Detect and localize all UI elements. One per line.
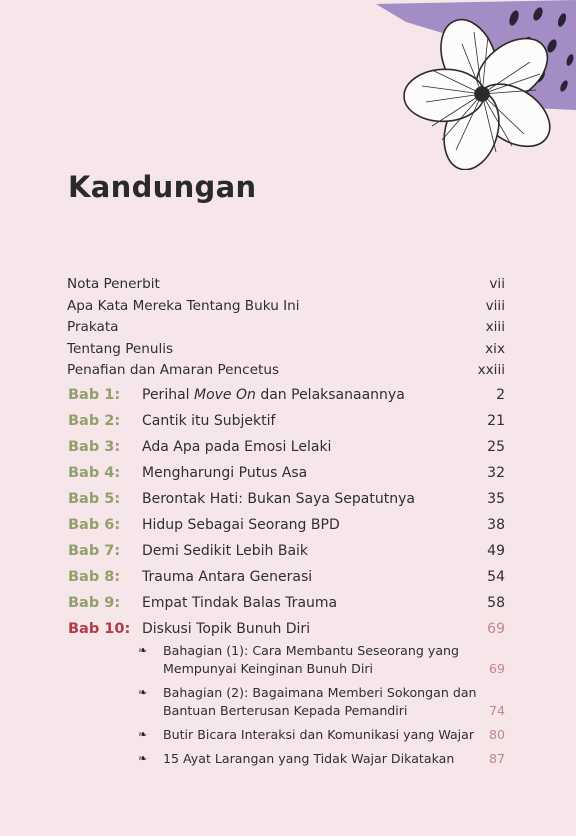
- chapter-entry[interactable]: [68, 439, 505, 465]
- chapter-title: Trauma Antara Generasi: [142, 569, 313, 585]
- chapter-page: 69: [487, 621, 505, 637]
- chapter-entry[interactable]: [68, 413, 505, 439]
- chapter-title: Berontak Hati: Bukan Saya Sepatutnya: [142, 491, 415, 507]
- subsection-entry[interactable]: [138, 726, 505, 744]
- chapter-title: Demi Sedikit Lebih Baik: [142, 543, 309, 559]
- chapter-page: 49: [487, 543, 505, 559]
- chapter-label: Bab 7:: [68, 543, 121, 559]
- chapter-page: 35: [487, 491, 505, 507]
- fleuron-bullet-icon: ❧: [138, 752, 148, 765]
- chapter-label: Bab 4:: [68, 465, 121, 481]
- chapter-entry[interactable]: [68, 517, 505, 543]
- flower-decoration: [316, 0, 576, 170]
- chapter-page: 38: [487, 517, 505, 533]
- chapter-title: Empat Tindak Balas Trauma: [142, 595, 338, 611]
- toc-entry[interactable]: [67, 319, 505, 341]
- front-matter-list: [67, 276, 505, 384]
- subsection-title: 15 Ayat Larangan yang Tidak Wajar Dikatakan: [163, 751, 455, 766]
- entry-page: xxiii: [477, 362, 505, 378]
- subsection-entry[interactable]: [138, 684, 505, 720]
- subsection-entry[interactable]: [138, 642, 505, 678]
- chapter-label: Bab 2:: [68, 413, 121, 429]
- chapter-label: Bab 10:: [68, 621, 131, 637]
- chapter-entry[interactable]: [68, 465, 505, 491]
- entry-title: Prakata: [67, 319, 119, 335]
- subsection-title: Bahagian (2): Bagaimana Memberi Sokongan dan Bantuan Berterusan Kepada Pemandiri: [163, 685, 477, 718]
- chapter-title: Diskusi Topik Bunuh Diri: [142, 621, 311, 637]
- chapter-title: Perihal Move On dan Pelaksanaannya: [142, 387, 405, 403]
- entry-title: Nota Penerbit: [67, 276, 160, 292]
- chapter-entry[interactable]: [68, 595, 505, 621]
- entry-title: Tentang Penulis: [67, 340, 174, 357]
- entry-page: vii: [489, 276, 505, 292]
- subsection-title: Bahagian (1): Cara Membantu Seseorang yang Mempunyai Keinginan Bunuh Diri: [163, 643, 460, 676]
- subsection-page: 69: [488, 661, 505, 676]
- chapter-label: Bab 1:: [68, 387, 121, 403]
- toc-entry[interactable]: [67, 298, 505, 320]
- chapter-title: Ada Apa pada Emosi Lelaki: [142, 439, 332, 455]
- subsection-list: [138, 642, 505, 774]
- entry-page: xiii: [485, 319, 505, 335]
- entry-title: Penafian dan Amaran Pencetus: [67, 362, 280, 378]
- chapter-label: Bab 9:: [68, 595, 121, 611]
- chapter-label: Bab 6:: [68, 517, 121, 533]
- entry-page: viii: [485, 297, 505, 314]
- chapter-entry[interactable]: [68, 491, 505, 517]
- chapter-page: 2: [496, 387, 505, 403]
- toc-entry[interactable]: [67, 341, 505, 363]
- chapter-entry[interactable]: [68, 569, 505, 595]
- subsection-page: 74: [488, 703, 505, 718]
- chapter-page: 25: [487, 439, 505, 455]
- toc-entry[interactable]: [67, 362, 505, 384]
- chapter-title: Hidup Sebagai Seorang BPD: [142, 517, 340, 533]
- chapter-page: 54: [487, 569, 505, 585]
- subsection-entry[interactable]: [138, 750, 505, 768]
- fleuron-bullet-icon: ❧: [138, 644, 148, 657]
- chapter-list: [68, 387, 505, 647]
- chapter-entry[interactable]: [68, 387, 505, 413]
- page-title: Kandungan: [68, 170, 257, 204]
- chapter-page: 32: [487, 465, 505, 481]
- entry-title: Apa Kata Mereka Tentang Buku Ini: [67, 297, 300, 314]
- chapter-label: Bab 5:: [68, 491, 121, 507]
- toc-entry[interactable]: [67, 276, 505, 298]
- fleuron-bullet-icon: ❧: [138, 728, 148, 741]
- chapter-page: 58: [487, 595, 505, 611]
- chapter-title: Cantik itu Subjektif: [142, 413, 276, 429]
- chapter-entry[interactable]: [68, 543, 505, 569]
- entry-page: xix: [485, 340, 505, 357]
- chapter-page: 21: [487, 413, 505, 429]
- chapter-label: Bab 8:: [68, 569, 121, 585]
- chapter-title: Mengharungi Putus Asa: [142, 465, 308, 481]
- fleuron-bullet-icon: ❧: [138, 686, 148, 699]
- subsection-page: 87: [488, 751, 505, 766]
- chapter-label: Bab 3:: [68, 439, 121, 455]
- subsection-page: 80: [488, 727, 505, 742]
- subsection-title: Butir Bicara Interaksi dan Komunikasi yang Wajar: [163, 727, 475, 742]
